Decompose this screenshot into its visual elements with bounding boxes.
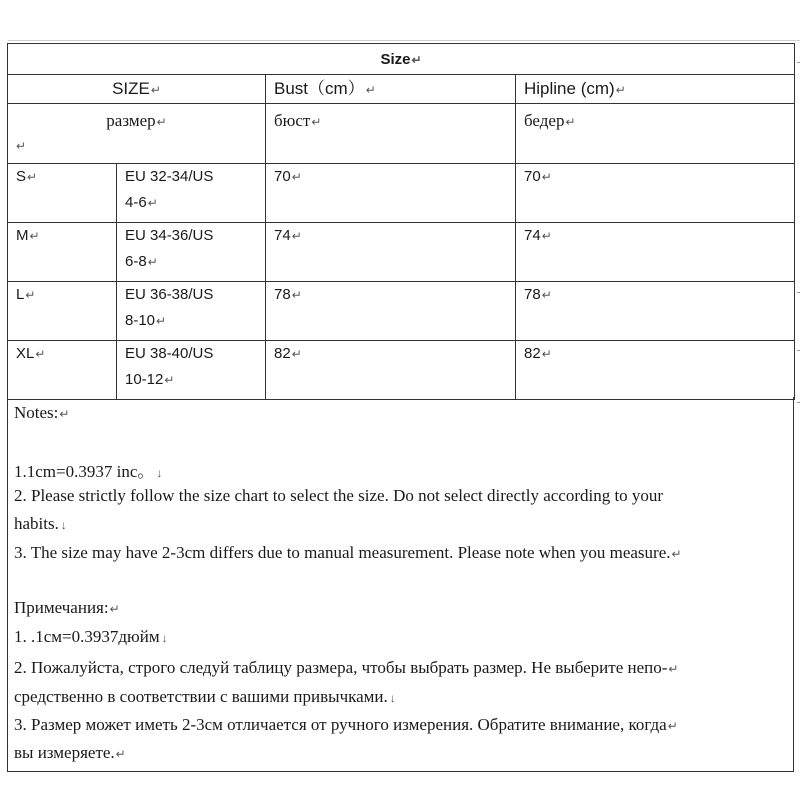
table-row	[8, 341, 795, 400]
size-chart-table	[7, 43, 795, 400]
note-line	[14, 715, 678, 735]
note-text: 2. Please strictly follow the size chart to select the size. Do not select directly according to your	[14, 486, 664, 505]
header-bust: Bust（cm）	[274, 78, 365, 98]
note-line	[14, 687, 396, 707]
eu-us-line1: EU 34-36/US	[125, 227, 214, 244]
line-break-mark: ↓	[161, 631, 168, 645]
header-hipline: Hipline (cm)	[524, 78, 615, 98]
size-label: XL	[16, 345, 35, 362]
paragraph-mark: ↵	[291, 347, 302, 361]
paragraph-mark: ↵	[150, 82, 161, 97]
line-break-mark: ↓	[156, 466, 163, 480]
bust-cell	[266, 282, 516, 341]
bust-value: 74	[274, 227, 291, 244]
note-line	[14, 457, 162, 482]
size-label: L	[16, 286, 25, 303]
paragraph-mark: ↵	[29, 229, 40, 243]
header-size-cell	[8, 75, 266, 104]
notes-box	[7, 397, 794, 772]
table-row	[8, 223, 795, 282]
paragraph-mark: ↵	[667, 719, 678, 733]
eu-us-line1: EU 36-38/US	[125, 286, 214, 303]
paragraph-mark: ↵	[541, 229, 552, 243]
ru-header-hipline-cell	[516, 104, 795, 164]
paragraph-mark: ↵	[668, 662, 679, 676]
note-line	[14, 627, 168, 647]
eu-us-cell	[117, 164, 266, 223]
line-break-mark: ↓	[60, 518, 67, 532]
note-text: habits.	[14, 514, 59, 533]
paragraph-mark: ↵	[541, 170, 552, 184]
paragraph-mark: ↵	[27, 170, 38, 184]
bust-cell	[266, 164, 516, 223]
hipline-cell	[516, 223, 795, 282]
paragraph-mark: ↵	[291, 229, 302, 243]
note-line	[14, 658, 678, 678]
hipline-value: 78	[524, 286, 541, 303]
ru-header-bust: бюст	[274, 111, 311, 130]
eu-us-line2: 4-6	[125, 194, 147, 211]
paragraph-mark: ↵	[35, 347, 46, 361]
notes-heading-line	[14, 403, 69, 423]
eu-us-line2: 6-8	[125, 253, 147, 270]
table-title: Size	[380, 51, 411, 68]
hipline-value: 70	[524, 168, 541, 185]
eu-us-line2: 10-12	[125, 371, 164, 388]
header-bust-cell	[266, 75, 516, 104]
paragraph-mark: ↵	[59, 407, 70, 421]
table-ru-header-row	[8, 104, 795, 164]
paragraph-mark: ↵	[541, 288, 552, 302]
paragraph-mark: ↵	[291, 288, 302, 302]
paragraph-mark: ↵	[365, 82, 376, 97]
size-label: S	[16, 168, 27, 185]
note-text: 3. Размер может иметь 2-3см отличается от ручного измерения. Обратите внимание, когда	[14, 715, 667, 734]
hipline-cell	[516, 282, 795, 341]
ru-notes-heading-line	[14, 598, 120, 618]
line-break-mark: ↓	[389, 691, 396, 705]
paragraph-mark: ↵	[671, 547, 682, 561]
paragraph-mark: ↵	[109, 602, 120, 616]
eu-us-cell	[117, 341, 266, 400]
paragraph-mark: ↵	[164, 373, 175, 387]
note-line	[14, 543, 682, 563]
note-text: 1. .1см=0.3937дюйм	[14, 627, 160, 646]
hipline-value: 74	[524, 227, 541, 244]
paragraph-mark: ↵	[156, 115, 167, 129]
note-text: 2. Пожалуйста, строго следуй таблицу размера, чтобы выбрать размер. Не выберите непо-	[14, 658, 668, 677]
paragraph-mark: ↵	[311, 115, 322, 129]
note-line	[14, 514, 67, 534]
paragraph-mark: ↵	[25, 288, 36, 302]
header-size: SIZE	[112, 78, 150, 98]
note-text: средственно в соответствии с вашими привычками.	[14, 687, 388, 706]
paragraph-mark: ↵	[541, 347, 552, 361]
note-text: вы измеряете.	[14, 743, 115, 762]
bust-value: 70	[274, 168, 291, 185]
eu-us-cell	[117, 223, 266, 282]
note-line	[14, 743, 126, 763]
paragraph-mark: ↵	[615, 82, 626, 97]
eu-us-line2: 8-10	[125, 312, 156, 329]
note-text: 1.1cm=0.3937 inc。	[14, 462, 155, 481]
hipline-cell	[516, 164, 795, 223]
eu-us-line1: EU 38-40/US	[125, 345, 214, 362]
ru-notes-heading: Примечания:	[14, 598, 109, 617]
table-row	[8, 282, 795, 341]
size-cell	[8, 223, 117, 282]
paragraph-mark: ↵	[565, 115, 576, 129]
table-title-cell	[8, 44, 795, 75]
paragraph-mark: ↵	[16, 139, 27, 153]
ru-header-size: размер	[106, 111, 156, 130]
ru-header-hipline: бедер	[524, 111, 565, 130]
header-hipline-cell	[516, 75, 795, 104]
ru-header-bust-cell	[266, 104, 516, 164]
paragraph-mark: ↵	[156, 314, 167, 328]
hipline-value: 82	[524, 345, 541, 362]
bust-value: 82	[274, 345, 291, 362]
size-cell	[8, 282, 117, 341]
table-row	[8, 164, 795, 223]
note-line	[14, 486, 663, 506]
paragraph-mark: ↵	[291, 170, 302, 184]
paragraph-mark: ↵	[147, 255, 158, 269]
ru-header-size-cell	[8, 104, 266, 164]
eu-us-line1: EU 32-34/US	[125, 168, 214, 185]
page-top-rule	[8, 40, 800, 41]
bust-cell	[266, 223, 516, 282]
paragraph-mark: ↵	[147, 196, 158, 210]
hipline-cell	[516, 341, 795, 400]
size-cell	[8, 164, 117, 223]
bust-cell	[266, 341, 516, 400]
table-header-row	[8, 75, 795, 104]
size-cell	[8, 341, 117, 400]
paragraph-mark: ↵	[115, 747, 126, 761]
paragraph-mark: ↵	[411, 53, 422, 67]
size-label: M	[16, 227, 29, 244]
bust-value: 78	[274, 286, 291, 303]
eu-us-cell	[117, 282, 266, 341]
table-title-row	[8, 44, 795, 75]
notes-heading: Notes:	[14, 403, 59, 422]
note-text: 3. The size may have 2-3cm differs due to manual measurement. Please note when you measure.	[14, 543, 671, 562]
